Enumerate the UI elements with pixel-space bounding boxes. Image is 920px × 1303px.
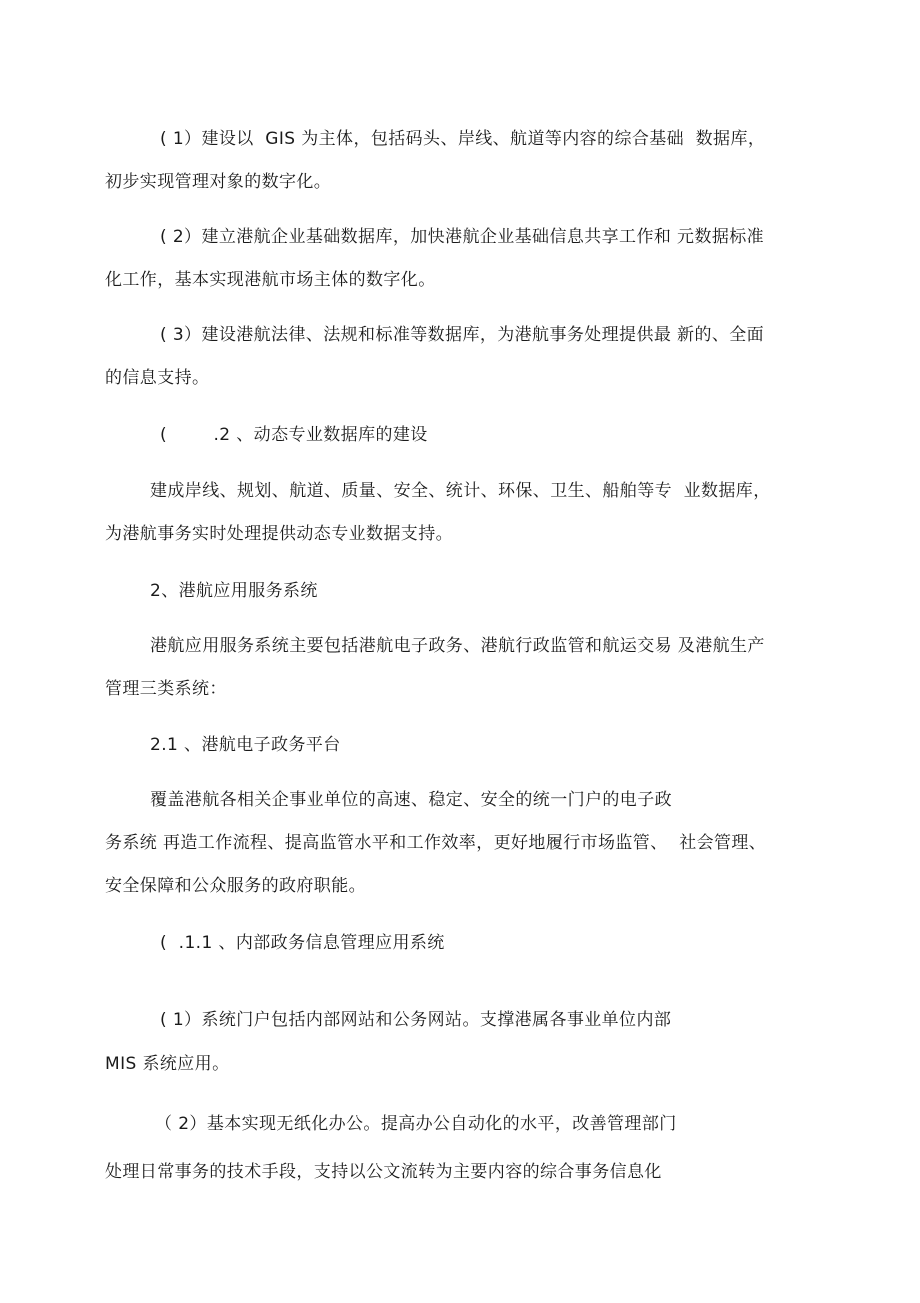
paragraph-7-line-1: ( 1）系统门户包括内部网站和公务网站。支撑港属各事业单位内部 [160, 1010, 672, 1030]
paragraph-8-line-2: 处理日常事务的技术手段，支持以公文流转为主要内容的综合事务信息化 [105, 1162, 662, 1182]
paragraph-5-line-1: 港航应用服务系统主要包括港航电子政务、港航行政监管和航运交易 及港航生产 [150, 636, 765, 656]
paragraph-8-line-1: （ 2）基本实现无纸化办公。提高办公自动化的水平，改善管理部门 [155, 1114, 677, 1134]
section-heading-internal-affairs: ( .1.1 、内部政务信息管理应用系统 [160, 933, 445, 953]
paragraph-4-line-1: 建成岸线、规划、航道、质量、安全、统计、环保、卫生、船舶等专 业数据库， [150, 481, 771, 501]
paragraph-3-line-2: 的信息支持。 [105, 368, 210, 388]
paragraph-6-line-2: 务系统 再造工作流程、提高监管水平和工作效率，更好地履行市场监管、 社会管理、 [105, 833, 767, 853]
section-heading-dynamic-database: ( .2 、动态专业数据库的建设 [160, 425, 428, 445]
paragraph-1-line-2: 初步实现管理对象的数字化。 [105, 172, 332, 192]
paragraph-5-line-2: 管理三类系统： [105, 679, 227, 699]
paragraph-1-line-1: ( 1）建设以 GIS 为主体，包括码头、岸线、航道等内容的综合基础 数据库， [160, 129, 766, 149]
paragraph-6-line-3: 安全保障和公众服务的政府职能。 [105, 876, 366, 896]
paragraph-6-line-1: 覆盖港航各相关企事业单位的高速、稳定、安全的统一门户的电子政 [150, 790, 672, 810]
paragraph-3-line-1: ( 3）建设港航法律、法规和标准等数据库，为港航事务处理提供最 新的、全面 [160, 325, 765, 345]
paragraph-2-line-2: 化工作，基本实现港航市场主体的数字化。 [105, 270, 436, 290]
section-heading-e-government: 2.1 、港航电子政务平台 [150, 735, 341, 755]
paragraph-2-line-1: ( 2）建立港航企业基础数据库，加快港航企业基础信息共享工作和 元数据标准 [160, 227, 765, 247]
section-heading-application-service: 2、港航应用服务系统 [150, 581, 318, 601]
paragraph-4-line-2: 为港航事务实时处理提供动态专业数据支持。 [105, 524, 453, 544]
paragraph-7-line-2: MIS 系统应用。 [105, 1054, 230, 1074]
